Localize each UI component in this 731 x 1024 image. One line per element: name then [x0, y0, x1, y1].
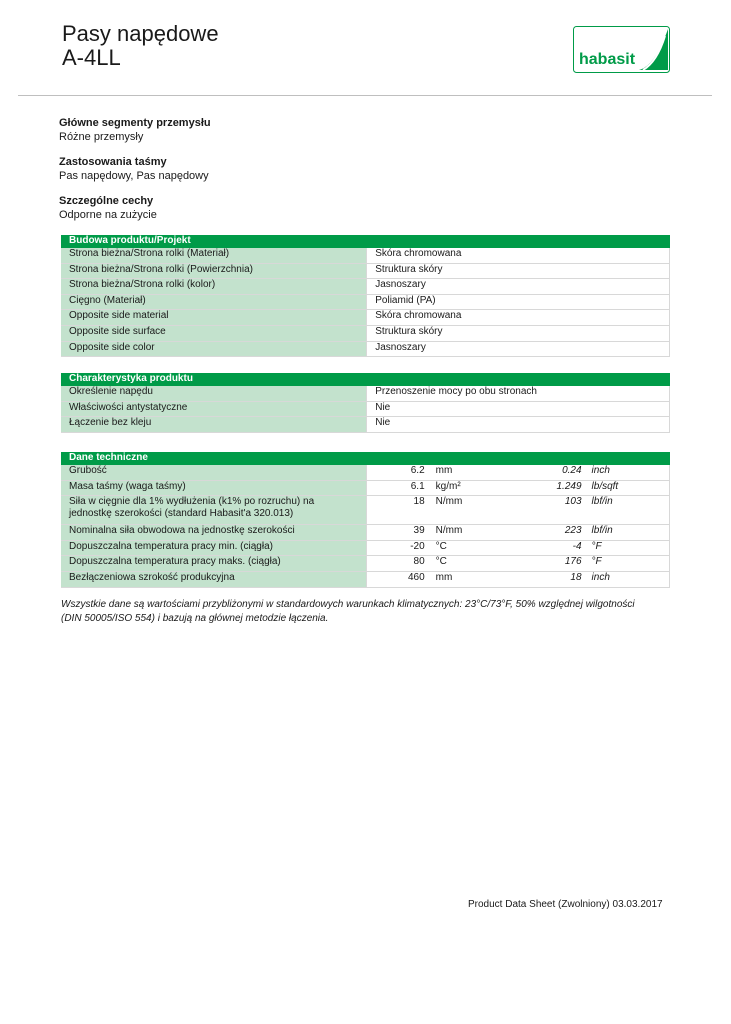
table-row [61, 556, 670, 572]
info-industry [59, 116, 211, 144]
row-value: Jasnoszary [367, 341, 670, 357]
imperial-unit: inch [588, 571, 670, 587]
page-title [62, 22, 219, 70]
row-label: Właściwości antystatyczne [61, 401, 367, 417]
logo-text: habasit [579, 51, 636, 68]
imperial-unit: °F [588, 556, 670, 572]
title-line-2: A-4LL [62, 45, 121, 70]
imperial-value: 0.24 [495, 465, 588, 480]
table-row [61, 480, 670, 496]
row-label: Dopuszczalna temperatura pracy maks. (ciągła) [61, 556, 367, 572]
info-applications [59, 155, 209, 183]
table-row [61, 401, 670, 417]
row-label: Bezłączeniowa szrokość produkcyjna [61, 571, 367, 587]
row-value: Poliamid (PA) [367, 294, 670, 310]
row-label: Nominalna siła obwodowa na jednostkę szerokości [61, 525, 367, 541]
row-label: Łączenie bez kleju [61, 417, 367, 433]
row-label [61, 496, 367, 525]
metric-value: 39 [367, 525, 433, 541]
characteristics-table [61, 373, 670, 433]
info-heading: Główne segmenty przemysłu [59, 117, 211, 129]
row-label: Opposite side material [61, 310, 367, 326]
row-label: Strona bieżna/Strona rolki (kolor) [61, 279, 367, 295]
imperial-value: 103 [495, 496, 588, 525]
table-row [61, 248, 670, 263]
metric-unit: kg/m² [433, 480, 495, 496]
row-label-line-1: Siła w cięgnie dla 1% wydłużenia (k1% po rozruchu) na [69, 496, 315, 508]
row-value: Przenoszenie mocy po obu stronach [367, 386, 670, 401]
metric-unit: mm [433, 465, 495, 480]
table-row [61, 417, 670, 433]
footnote-line-2: (DIN 50005/ISO 554) i bazują na głównej metodzie łączenia. [61, 613, 329, 624]
table-row [61, 540, 670, 556]
metric-value: 6.2 [367, 465, 433, 480]
row-label: Dopuszczalna temperatura pracy min. (ciągła) [61, 540, 367, 556]
row-label: Strona bieżna/Strona rolki (Materiał) [61, 248, 367, 263]
row-value: Skóra chromowana [367, 248, 670, 263]
row-label-line-2: jednostkę szerokości (standard Habasit'a 320.013) [69, 508, 294, 520]
table-row [61, 294, 670, 310]
table-header: Dane techniczne [61, 452, 670, 465]
imperial-value: 223 [495, 525, 588, 541]
row-value: Struktura skóry [367, 325, 670, 341]
construction-table [61, 235, 670, 357]
footer-text: Product Data Sheet (Zwolniony) 03.03.2017 [468, 899, 663, 910]
row-label: Grubość [61, 465, 367, 480]
metric-unit: mm [433, 571, 495, 587]
info-value: Różne przemysły [59, 131, 144, 143]
metric-value: 460 [367, 571, 433, 587]
imperial-value: -4 [495, 540, 588, 556]
table-row [61, 310, 670, 326]
table-row [61, 465, 670, 480]
row-value: Skóra chromowana [367, 310, 670, 326]
row-label: Cięgno (Materiał) [61, 294, 367, 310]
habasit-logo [573, 26, 670, 73]
imperial-unit: lbf/in [588, 525, 670, 541]
table-row [61, 341, 670, 357]
row-value: Nie [367, 417, 670, 433]
footnote [61, 598, 681, 626]
table-row [61, 279, 670, 295]
header-divider [18, 95, 712, 96]
metric-unit: N/mm [433, 525, 495, 541]
table-row [61, 263, 670, 279]
row-label: Strona bieżna/Strona rolki (Powierzchnia) [61, 263, 367, 279]
title-line-1: Pasy napędowe [62, 21, 219, 46]
row-label: Masa taśmy (waga taśmy) [61, 480, 367, 496]
imperial-unit: inch [588, 465, 670, 480]
table-header: Budowa produktu/Projekt [61, 235, 670, 248]
imperial-unit: °F [588, 540, 670, 556]
info-value: Pas napędowy, Pas napędowy [59, 170, 209, 182]
row-label: Opposite side surface [61, 325, 367, 341]
imperial-value: 18 [495, 571, 588, 587]
row-label: Określenie napędu [61, 386, 367, 401]
metric-value: 18 [367, 496, 433, 525]
table-row [61, 325, 670, 341]
row-value: Jasnoszary [367, 279, 670, 295]
table-row [61, 571, 670, 587]
info-heading: Szczególne cechy [59, 195, 154, 207]
info-value: Odporne na zużycie [59, 209, 157, 221]
metric-value: -20 [367, 540, 433, 556]
imperial-unit: lb/sqft [588, 480, 670, 496]
row-label: Opposite side color [61, 341, 367, 357]
metric-value: 6.1 [367, 480, 433, 496]
row-value: Struktura skóry [367, 263, 670, 279]
metric-unit: N/mm [433, 496, 495, 525]
imperial-value: 1.249 [495, 480, 588, 496]
table-row [61, 525, 670, 541]
info-heading: Zastosowania taśmy [59, 156, 167, 168]
info-features [59, 194, 157, 222]
table-row [61, 496, 670, 525]
row-value: Nie [367, 401, 670, 417]
metric-value: 80 [367, 556, 433, 572]
footnote-line-1: Wszystkie dane są wartościami przybliżonymi w standardowych warunkach klimatycznych: 23°C/73°F, 50% względnej wilgotności [61, 599, 635, 610]
table-row [61, 386, 670, 401]
technical-table [61, 452, 670, 588]
imperial-unit: lbf/in [588, 496, 670, 525]
metric-unit: °C [433, 540, 495, 556]
metric-unit: °C [433, 556, 495, 572]
table-header: Charakterystyka produktu [61, 373, 670, 386]
imperial-value: 176 [495, 556, 588, 572]
